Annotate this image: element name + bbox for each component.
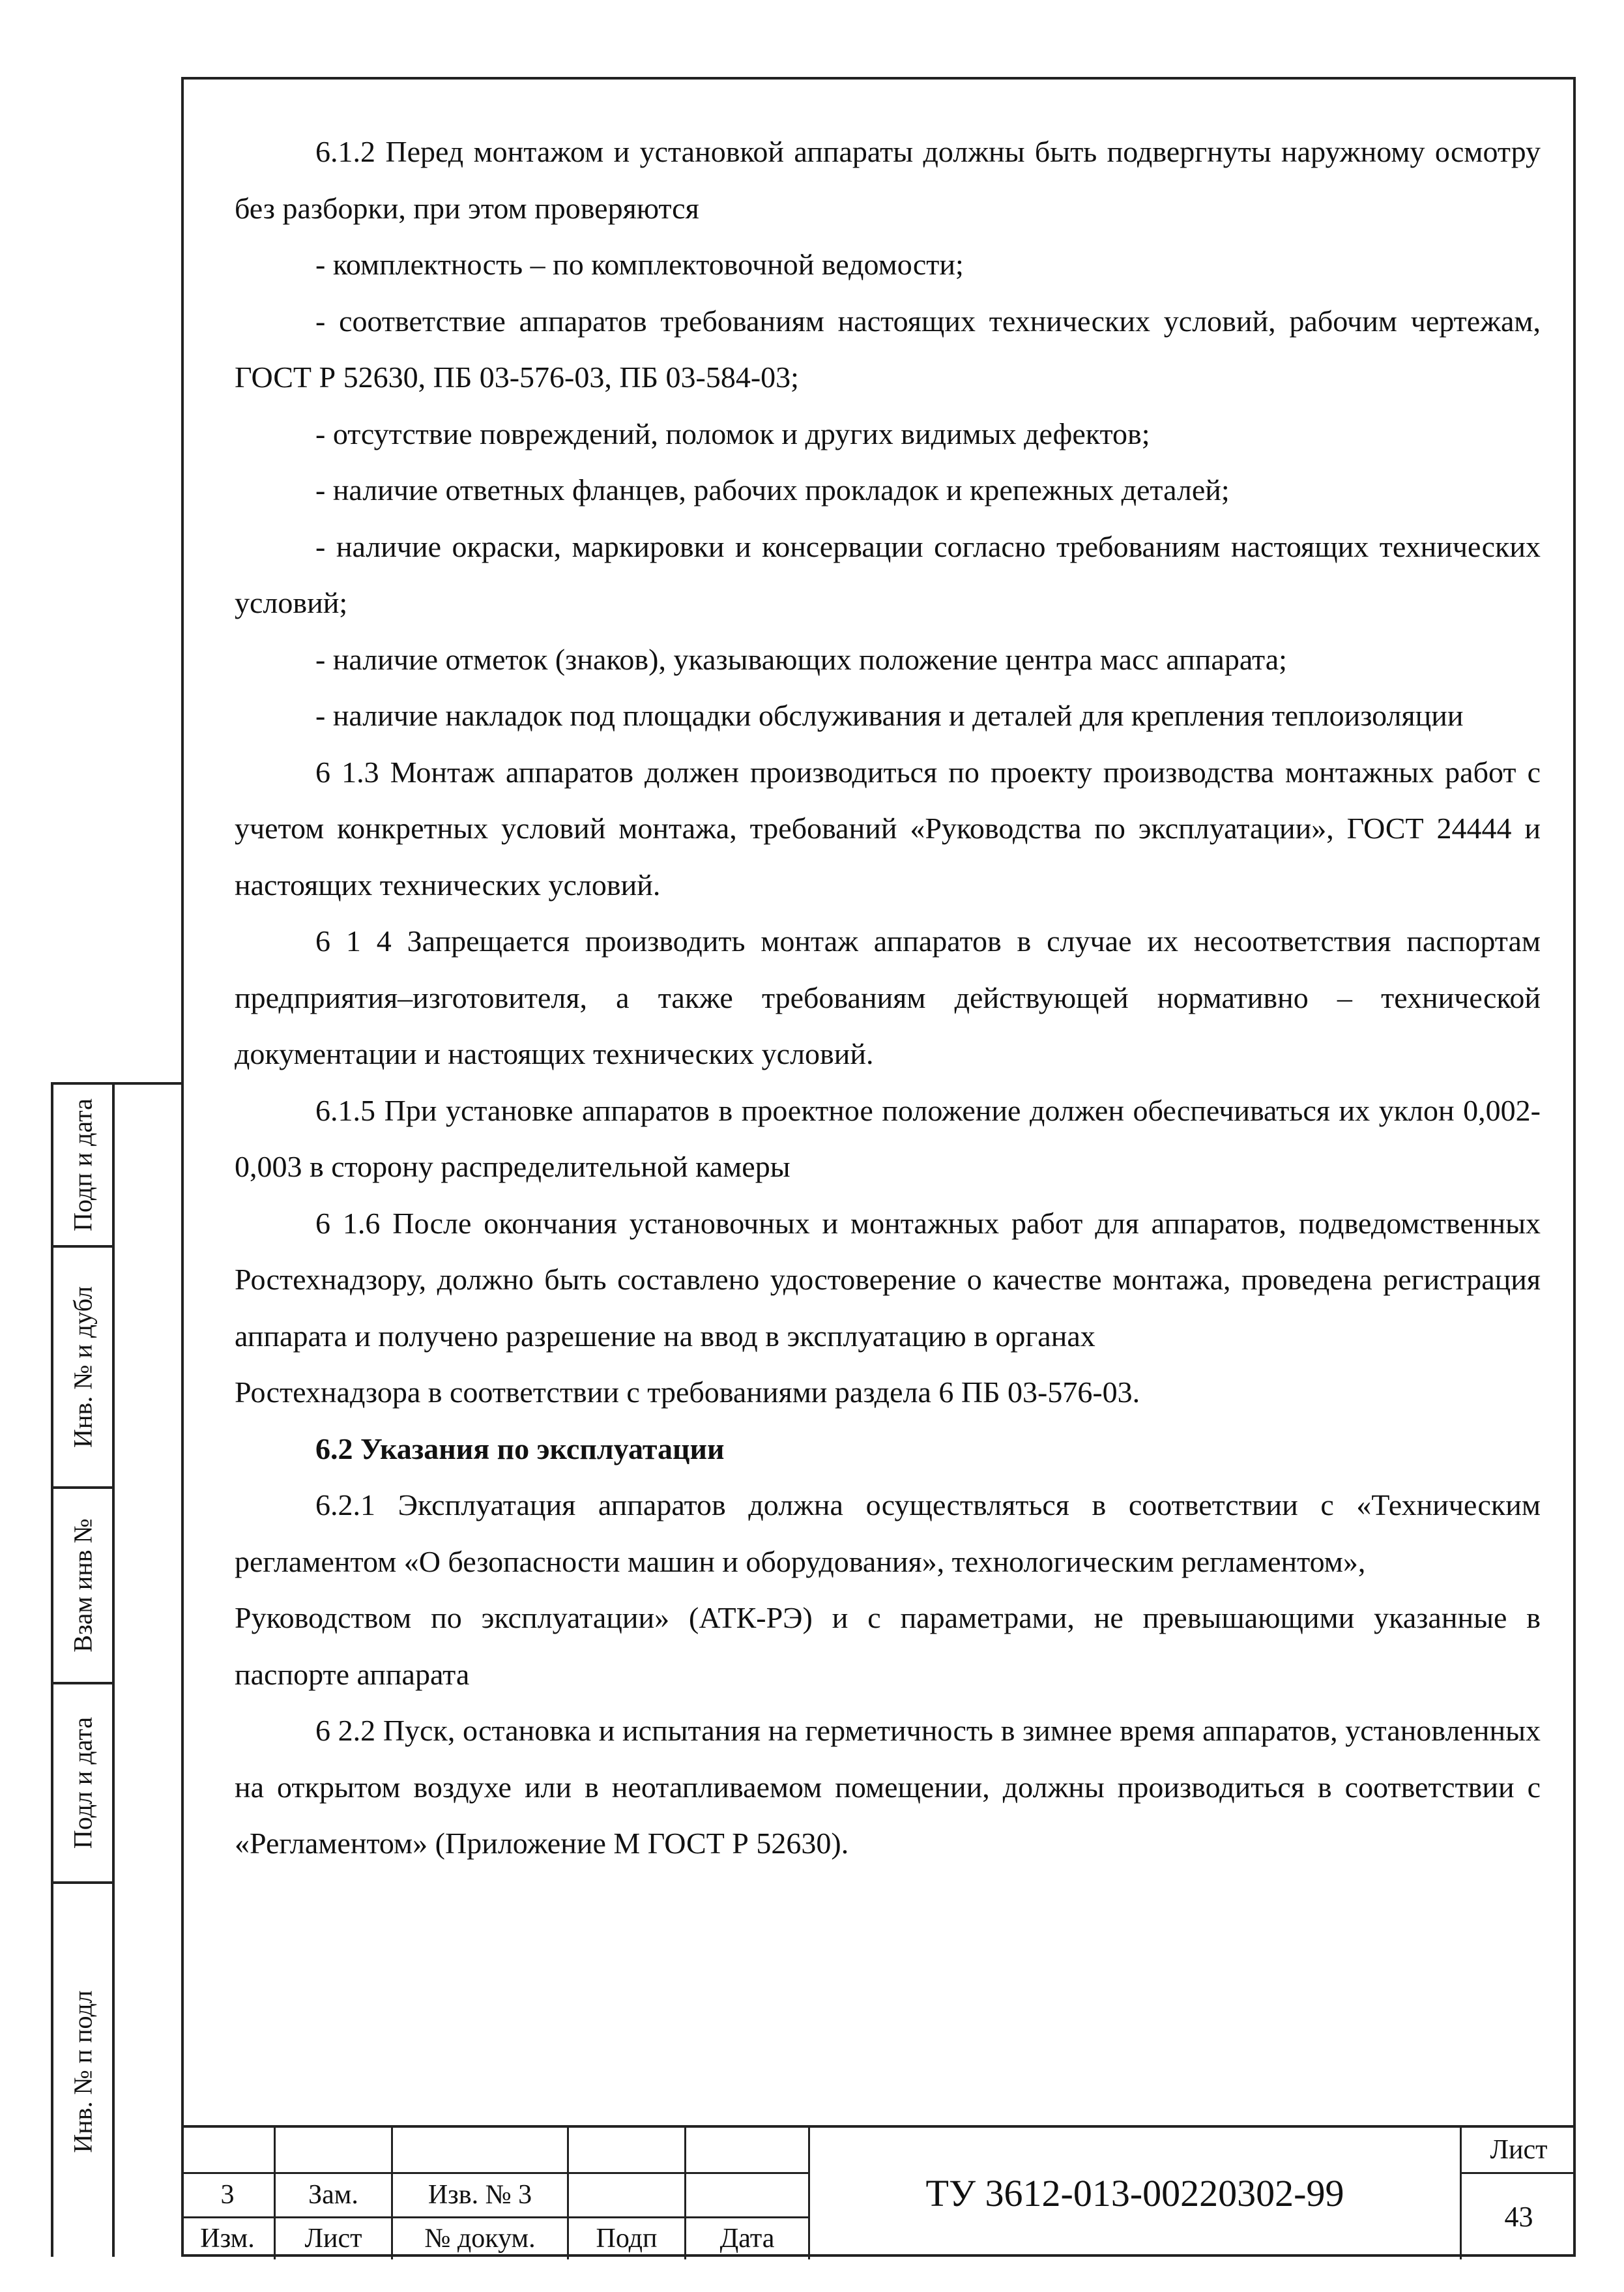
- paragraph: 6.1.5 При установке аппаратов в проектное положение должен обеспечиваться их уклон 0,002-0,003 в сторону распределительной камеры: [235, 1093, 1541, 1183]
- paragraph: 6 1.6 После окончания установочных и монтажных работ для аппаратов, подведомственных Ростехнадзору, должно быть составлено удостоверение о качестве монтажа, проведена регистрация аппарата и получено разрешение на ввод в эксплуатацию в органах: [235, 1206, 1541, 1353]
- tb-sheet-label: Лист: [1490, 2135, 1548, 2165]
- paragraph: Руководством по эксплуатации» (АТК-РЭ) и с параметрами, не превышающими указанные в паспорте аппарата: [235, 1601, 1541, 1691]
- side-label-podp-data-2: Подл и дата: [68, 1716, 98, 1849]
- tb-document-code: ТУ 3612-013-00220302-99: [925, 2172, 1344, 2214]
- tb-rev-number: 3: [220, 2180, 235, 2210]
- paragraph: - наличие окраски, маркировки и консервации согласно требованиям настоящих технических условий;: [235, 529, 1541, 619]
- side-label-vzam-inv: Взам инв №: [68, 1518, 98, 1653]
- paragraph: - наличие отметок (знаков), указывающих положение центра масс аппарата;: [315, 642, 1287, 676]
- paragraph: 6 1.3 Монтаж аппаратов должен производиться по проекту производства монтажных работ с учетом конкретных условий монтажа, требований «Руководства по эксплуатации», ГОСТ 24444 и настоящих технических условий.: [235, 755, 1541, 902]
- tb-rev-type: Зам.: [308, 2180, 358, 2210]
- paragraph: - наличие накладок под площадки обслуживания и деталей для крепления теплоизоляции: [315, 699, 1464, 732]
- side-label-podp-data-1: Подп и дата: [68, 1098, 98, 1231]
- paragraph: - наличие ответных фланцев, рабочих прокладок и крепежных деталей;: [315, 473, 1230, 507]
- tb-header-data: Дата: [719, 2224, 775, 2254]
- side-stamp-divider: [112, 1085, 115, 2257]
- paragraph: 6 1 4 Запрещается производить монтаж аппаратов в случае их несоответствия паспортам предприятия–изготовителя, а также требованиям действующей нормативно – технической документации и настоящих технических условий.: [235, 924, 1541, 1070]
- paragraph: - соответствие аппаратов требованиям настоящих технических условий, рабочим чертежам, ГОСТ Р 52630, ПБ 03-576-03, ПБ 03-584-03;: [235, 304, 1541, 394]
- side-cell-podp-data-2: [53, 1684, 112, 1884]
- paragraph: 6.1.2 Перед монтажом и установкой аппараты должны быть подвергнуты наружному осмотру без разборки, при этом проверяются: [235, 135, 1541, 225]
- document-body: [235, 124, 1541, 1872]
- side-label-inv-podl: Инв. № п подл: [68, 1990, 98, 2153]
- paragraph: - комплектность – по комплектовочной ведомости;: [315, 248, 964, 281]
- tb-header-izm: Изм.: [200, 2224, 255, 2254]
- side-cell-inv-dubl: [53, 1248, 112, 1489]
- tb-sheet-number: 43: [1504, 2200, 1533, 2233]
- paragraph: 6.2.1 Эксплуатация аппаратов должна осуществляться в соответствии с «Техническим регламентом «О безопасности машин и оборудования», технологическим регламентом»,: [235, 1488, 1541, 1578]
- section-heading: 6.2 Указания по эксплуатации: [315, 1432, 725, 1465]
- tb-header-dokum: № докум.: [424, 2224, 536, 2254]
- side-label-inv-dubl: Инв. № и дубл: [68, 1286, 98, 1448]
- side-cell-podp-data-1: [53, 1085, 112, 1248]
- side-cell-vzam-inv: [53, 1489, 112, 1684]
- paragraph: Ростехнадзора в соответствии с требованиями раздела 6 ПБ 03-576-03.: [235, 1375, 1140, 1409]
- side-stamp: [51, 1082, 181, 2257]
- tb-rev-doc: Изв. № 3: [428, 2180, 532, 2210]
- tb-header-list: Лист: [304, 2224, 362, 2254]
- paragraph: - отсутствие повреждений, поломок и других видимых дефектов;: [315, 417, 1150, 450]
- title-block: [181, 2125, 1576, 2257]
- side-cell-inv-podl: [53, 1884, 112, 2259]
- tb-header-podp: Подп: [596, 2224, 658, 2254]
- paragraph: 6 2.2 Пуск, остановка и испытания на герметичность в зимнее время аппаратов, установленных на открытом воздухе или в неотапливаемом помещении, должны производиться в соответствии с «Регламентом» (Приложение М ГОСТ Р 52630).: [235, 1714, 1541, 1860]
